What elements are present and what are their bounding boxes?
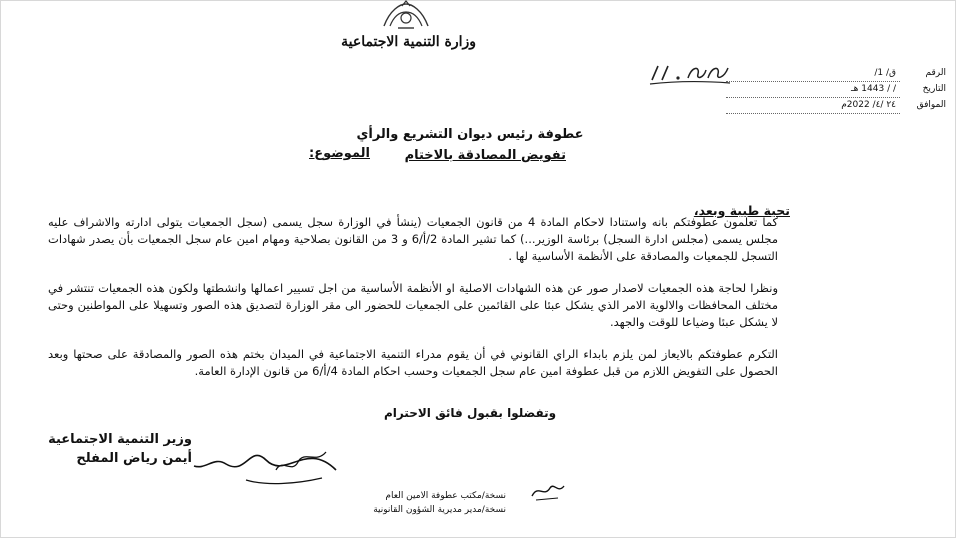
gregorian-date-value: ٢٤ /٤/ 2022م: [841, 100, 896, 110]
signatory-name: أيمن رياض المفلح: [76, 451, 192, 466]
initials-mark: [528, 478, 568, 502]
paragraph-2: ونظرا لحاجة هذه الجمعيات لاصدار صور عن هذه الشهادات الاصلية او الأنظمة الأساسية من اجل تسيير اعمالها وانشطتها ولكون هذه الجمعيات تنتشر في مختلف المحافظات والالوية الامر الذي يشكل عبئا على القائمين على الجمعيات للحضور الى مقر الوزارة لتصديق هذه الصور وتسهيلا على المواطنين وحتى لا يشكل عبئا وضياعا للوقت والجهد.: [48, 281, 778, 329]
gregorian-date-row: [726, 98, 946, 114]
ministry-name: وزارة التنمية الاجتماعية: [341, 34, 476, 50]
hijri-date-value: / / 1443 هـ: [851, 84, 896, 94]
subject-label: الموضوع:: [309, 146, 370, 161]
copies-list: [373, 489, 506, 517]
paragraph-3: التكرم عطوفتكم بالايعاز لمن يلزم بابداء الراي القانوني في أن يقوم مدراء التنمية الاجتماعية في الميدان بختم هذه الصور والمصادقة على صحتها وبعد الحصول على التفويض اللازم من قبل عطوفة امين عام سجل الجمعيات وحسب احكام المادة 4/أ/6 من قانون الإدارة العامة.: [48, 347, 778, 378]
gregorian-date-label: الموافق: [916, 100, 946, 110]
hijri-date-row: [726, 82, 946, 98]
copy-line: نسخة/مدير مديرية الشؤون القانونية: [373, 505, 506, 515]
closing-line: وتفضلوا بقبول فائق الاحترام: [383, 406, 557, 420]
subject-text: تفويض المصادقة بالاختام: [404, 148, 566, 163]
reference-value: ق/ 1/: [874, 68, 896, 78]
reference-block: [726, 66, 946, 114]
handwritten-reference-number: [648, 58, 732, 86]
reference-row: [726, 66, 946, 82]
paragraph-1: كما تعلمون عطوفتكم بانه واستنادا لاحكام المادة 4 من قانون الجمعيات (ينشأ في الوزارة سجل يسمى (سجل الجمعيات يتولى ادارته والاشراف عليه مجلس يسمى (مجلس ادارة السجل) برئاسة الوزير...) كما تشير المادة 2/أ/6 و 3 من القانون بصلاحية ومهام امين عام سجل الجمعيات بأن يصدر شهادات التسجل للجمعيات والمصادقة على الأنظمة الأساسية لها .: [48, 215, 778, 263]
handwritten-signature: [186, 430, 346, 494]
greeting: تحية طيبة وبعد،: [693, 203, 790, 218]
addressee: عطوفة رئيس ديوان التشريع والرأي: [356, 127, 584, 142]
ministry-emblem-icon: [376, 0, 436, 32]
reference-label: الرقم: [925, 68, 946, 78]
copy-line: نسخة/مكتب عطوفة الامين العام: [385, 491, 506, 501]
signatory-title: وزير التنمية الاجتماعية: [48, 432, 192, 447]
hijri-date-label: التاريخ: [922, 84, 946, 94]
